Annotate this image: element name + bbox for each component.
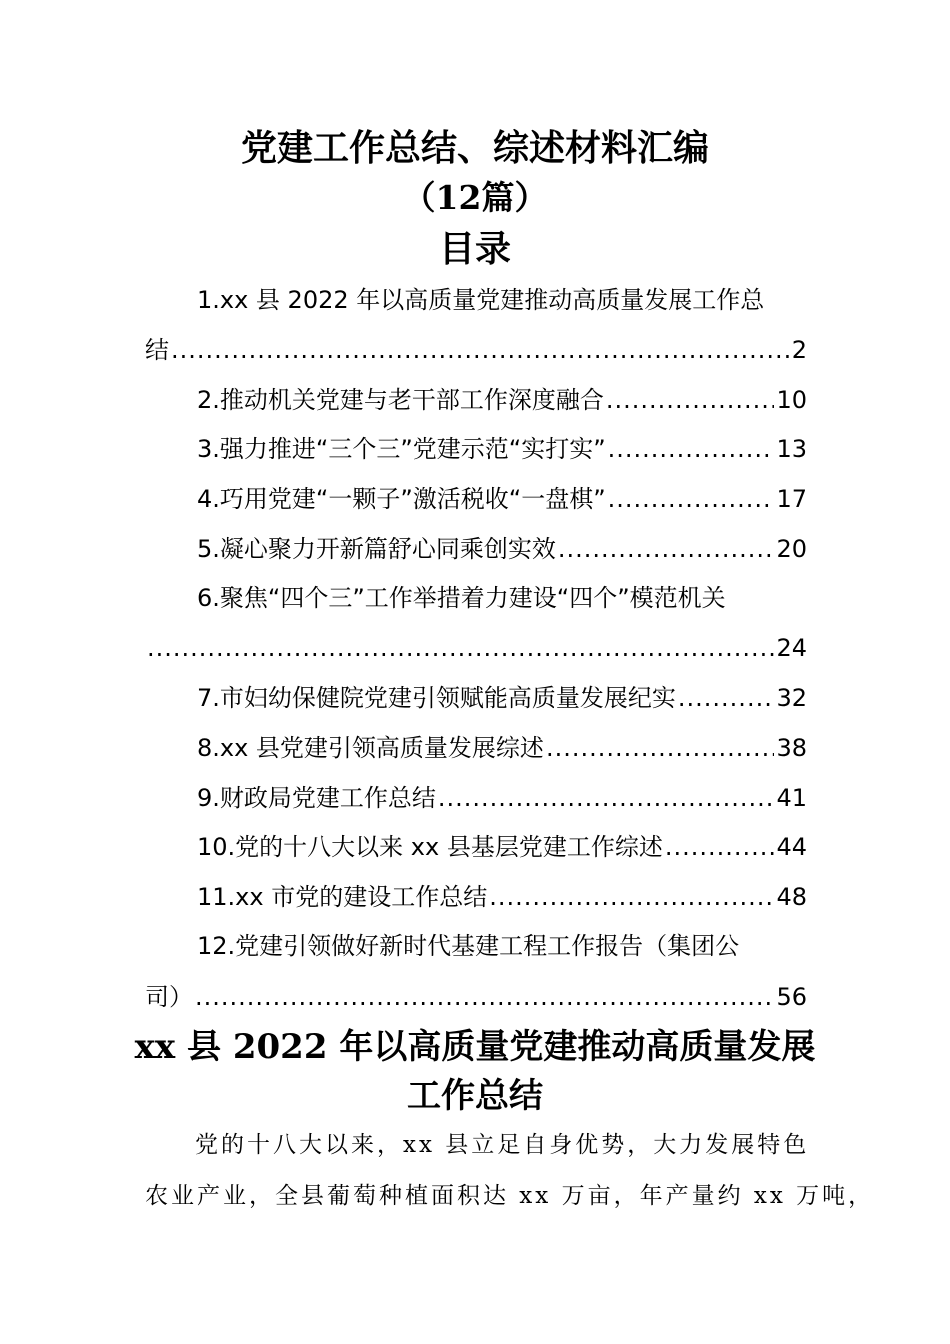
toc-entry-8[interactable] [145,732,807,764]
toc-leader-dots [608,483,775,515]
toc-page-number: 44 [776,833,807,861]
toc-entry-text: 12.党建引领做好新时代基建工程工作报告（集团公 [197,932,740,960]
toc-page-number: 13 [776,435,807,463]
toc-entry-9[interactable] [145,782,807,814]
toc-entry-text: 结 [145,336,169,364]
toc-page-number: 20 [776,535,807,563]
section-title-line2: 工作总结 [407,1076,543,1116]
toc-entry-5[interactable] [145,533,807,565]
toc-entry-11[interactable] [145,881,807,913]
toc-leader-dots [438,782,775,814]
toc-entry-7[interactable] [145,682,807,714]
toc-leader-dots [489,881,774,913]
toc-page-number: 38 [776,734,807,762]
section-title-line1: xx 县 2022 年以高质量党建推动高质量发展 [134,1027,816,1067]
toc-leader-dots [558,533,775,565]
toc-leader-dots [678,682,775,714]
toc-leader-dots [546,732,775,764]
toc-entry-text: 4.巧用党建“一颗子”激活税收“一盘棋” [197,485,606,513]
toc-page-number: 56 [776,983,807,1011]
toc-page-number: 48 [776,883,807,911]
toc-entry-1-line1[interactable] [145,284,807,316]
toc-entry-text: 7.市妇幼保健院党建引领赋能高质量发展纪实 [197,684,676,712]
toc-entry-text: 9.财政局党建工作总结 [197,784,436,812]
toc-entry-text: 3.强力推进“三个三”党建示范“实打实” [197,435,606,463]
toc-page-number: 24 [776,634,807,662]
toc-entry-text: 6.聚焦“四个三”工作举措着力建设“四个”模范机关 [197,584,726,612]
toc-entry-12-line1[interactable] [145,930,807,962]
toc-leader-dots [665,831,775,863]
toc-leader-dots [171,334,790,366]
toc-entry-1-line2[interactable] [145,334,807,366]
toc-page-number: 32 [776,684,807,712]
toc-leader-dots [608,433,775,465]
toc-entry-text: 5.凝心聚力开新篇舒心同乘创实效 [197,535,556,563]
toc-entry-text: 司） [145,983,193,1011]
toc-entry-6-line2[interactable] [145,632,807,664]
toc-leader-dots [195,981,774,1013]
toc-entry-text: 1.xx 县 2022 年以高质量党建推动高质量发展工作总 [197,286,765,314]
toc-page-number: 41 [776,784,807,812]
toc-entry-10[interactable] [145,831,807,863]
document-title: 党建工作总结、综述材料汇编 [240,127,709,169]
body-paragraph-line1: 党的十八大以来，xx 县立足自身优势，大力发展特色 [195,1132,810,1158]
toc-entry-12-line2[interactable] [145,981,807,1013]
toc-page-number: 2 [791,336,807,364]
toc-page-number: 17 [776,485,807,513]
toc-entry-3[interactable] [145,433,807,465]
toc-entry-text: 8.xx 县党建引领高质量发展综述 [197,734,544,762]
document-subtitle: （12篇） [402,178,548,217]
toc-page-number: 10 [776,386,807,414]
toc-entry-4[interactable] [145,483,807,515]
toc-entry-6-line1[interactable] [145,582,807,614]
toc-entry-2[interactable] [145,384,807,416]
body-paragraph-line2: 农业产业，全县葡萄种植面积达 xx 万亩，年产量约 xx 万吨， [145,1183,875,1209]
toc-leader-dots [606,384,775,416]
toc-heading: 目录 [438,228,511,270]
toc-leader-dots [147,632,774,664]
toc-entry-text: 2.推动机关党建与老干部工作深度融合 [197,386,604,414]
toc-entry-text: 11.xx 市党的建设工作总结 [197,883,488,911]
toc-entry-text: 10.党的十八大以来 xx 县基层党建工作综述 [197,833,663,861]
